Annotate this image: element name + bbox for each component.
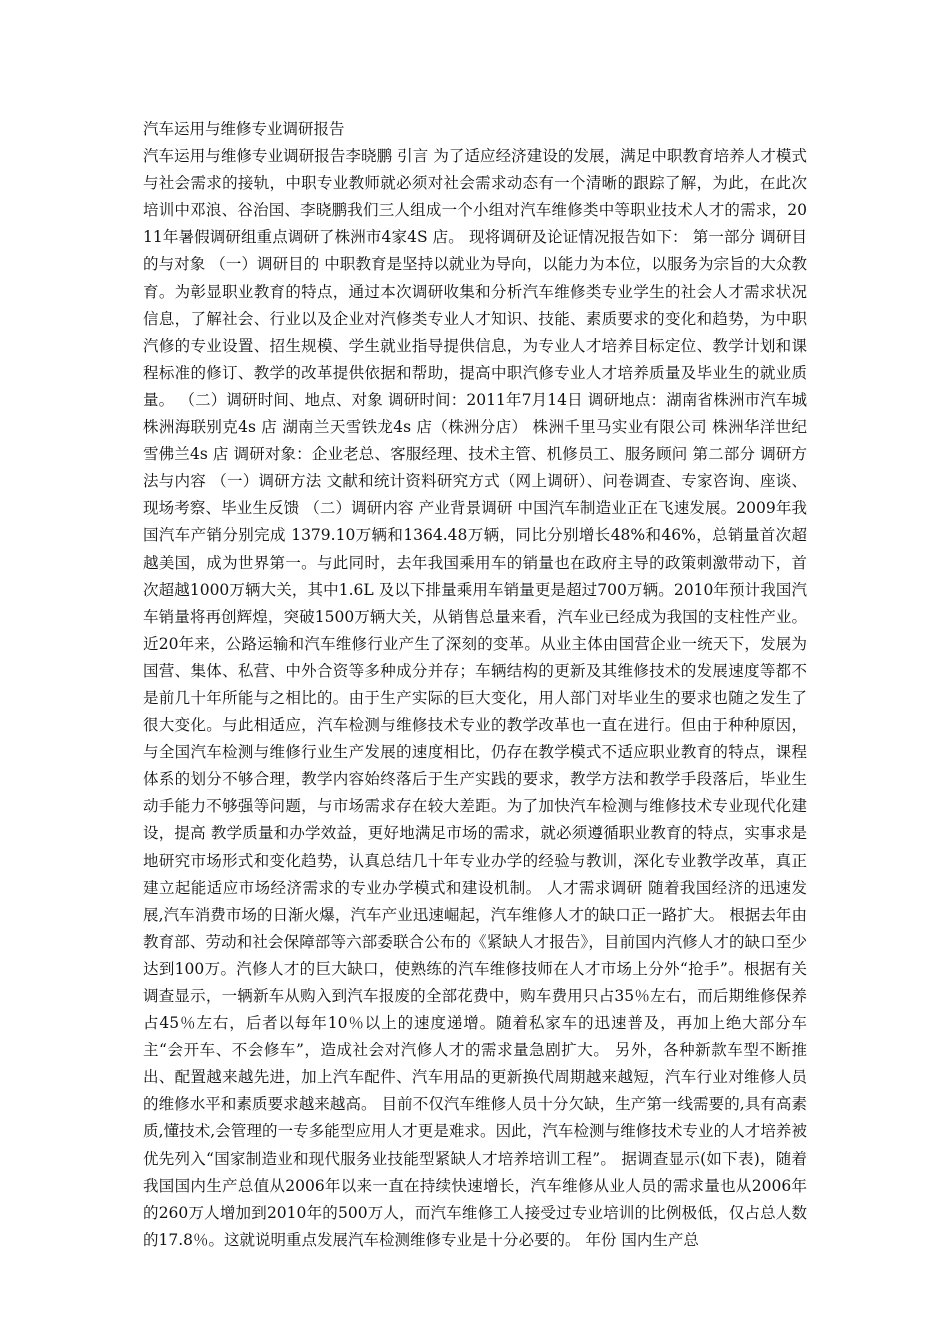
document-body-text: 汽车运用与维修专业调研报告李晓鹏 引言 为了适应经济建设的发展，满足中职教育培养人才模式与社会需求的接轨，中职专业教师就必须对社会需求动态有一个清晰的跟踪了解，为此，在此次培训中邓浪、谷治国、李晓鹏我们三人组成一个小组对汽车维修类中等职业技术人才的需求，2011年暑假调研组重点调研了株洲市4家4S 店。 现将调研及论证情况报告如下： 第一部分 调研目的与对象 （一）调研目的 中职教育是坚持以就业为导向，以能力为本位，以服务为宗旨的大众教育。为彰显职业教育的特点，通过本次调研收集和分析汽车维修类专业学生的社会人才需求状况信息，了解社会、行业以及企业对汽修类专业人才知识、技能、素质要求的变化和趋势，为中职汽修的专业设置、招生规模、学生就业指导提供信息，为专业人才培养目标定位、教学计划和课程标准的修订、教学的改革提供依据和帮助，提高中职汽修专业人才培养质量及毕业生的就业质量。 （二）调研时间、地点、对象 调研时间：2011年7月14日 调研地点：湖南省株洲市汽车城 株洲海联别克4s 店 湖南兰天雪铁龙4s 店（株洲分店） 株洲千里马实业有限公司 株洲华洋世纪雪佛兰4s 店 调研对象：企业老总、客服经理、技术主管、机修员工、服务顾问 第二部分 调研方法与内容 （一）调研方法 文献和统计资料研究方式（网上调研）、问卷调查、专家咨询、座谈、现场考察、毕业生反馈 （二）调研内容 产业背景调研 中国汽车制造业正在飞速发展。2009年我国汽车产销分别完成 1379.10万辆和1364.48万辆，同比分别增长48%和46%，总销量首次超越美国，成为世界第一。与此同时，去年我国乘用车的销量也在政府主导的政策刺激带动下，首次超越1000万辆大关，其中1.6L 及以下排量乘用车销量更是超过700万辆。2010年预计我国汽车销量将再创辉煌，突破1500万辆大关，从销售总量来看，汽车业已经成为我国的支柱性产业。 近20年来，公路运输和汽车维修行业产生了深刻的变革。从业主体由国营企业一统天下，发展为国营、集体、私营、中外合资等多种成分并存；车辆结构的更新及其维修技术的发展速度等都不是前几十年所能与之相比的。由于生产实际的巨大变化，用人部门对毕业生的要求也随之发生了很大变化。与此相适应，汽车检测与维修技术专业的教学改革也一直在进行。但由于种种原因，与全国汽车检测与维修行业生产发展的速度相比，仍存在教学模式不适应职业教育的特点，课程体系的划分不够合理，教学内容始终落后于生产实践的要求，教学方法和教学手段落后，毕业生动手能力不够强等问题，与市场需求存在较大差距。为了加快汽车检测与维修技术专业现代化建设，提高 教学质量和办学效益，更好地满足市场的需求，就必须遵循职业教育的特点，实事求是地研究市场形式和变化趋势，认真总结几十年专业办学的经验与教训，深化专业教学改革，真正建立起能适应市场经济需求的专业办学模式和建设机制。 人才需求调研 随着我国经济的迅速发展,汽车消费市场的日渐火爆，汽车产业迅速崛起，汽车维修人才的缺口正一路扩大。 根据去年由教育部、劳动和社会保障部等六部委联合公布的《紧缺人才报告》，目前国内汽修人才的缺口至少达到100万。汽修人才的巨大缺口，使熟练的汽车维修技师在人才市场上分外“抢手”。根据有关调查显示，一辆新车从购入到汽车报废的全部花费中，购车费用只占35％左右，而后期维修保养占45％左右，后者以每年10％以上的速度递增。随着私家车的迅速普及，再加上绝大部分车主“会开车、不会修车”，造成社会对汽修人才的需求量急剧扩大。 另外，各种新款车型不断推出、配置越来越先进，加上汽车配件、汽车用品的更新换代周期越来越短，汽车行业对维修人员的维修水平和素质要求越来越高。 目前不仅汽车维修人员十分欠缺，生产第一线需要的,具有高素质,懂技术,会管理的一专多能型应用人才更是难求。因此，汽车检测与维修技术专业的人才培养被优先列入“国家制造业和现代服务业技能型紧缺人才培养培训工程”。 据调查显示(如下表)，随着我国国内生产总值从2006年以来一直在持续快速增长，汽车维修从业人员的需求量也从2006年的260万人增加到2010年的500万人，而汽车维修工人接受过专业培训的比例极低，仅占总人数的17.8％。这就说明重点发展汽车检测维修专业是十分必要的。 年份 国内生产总 <box>143 147 807 1249</box>
document-title: 汽车运用与维修专业调研报告 <box>143 120 345 138</box>
document-content <box>143 116 807 1254</box>
